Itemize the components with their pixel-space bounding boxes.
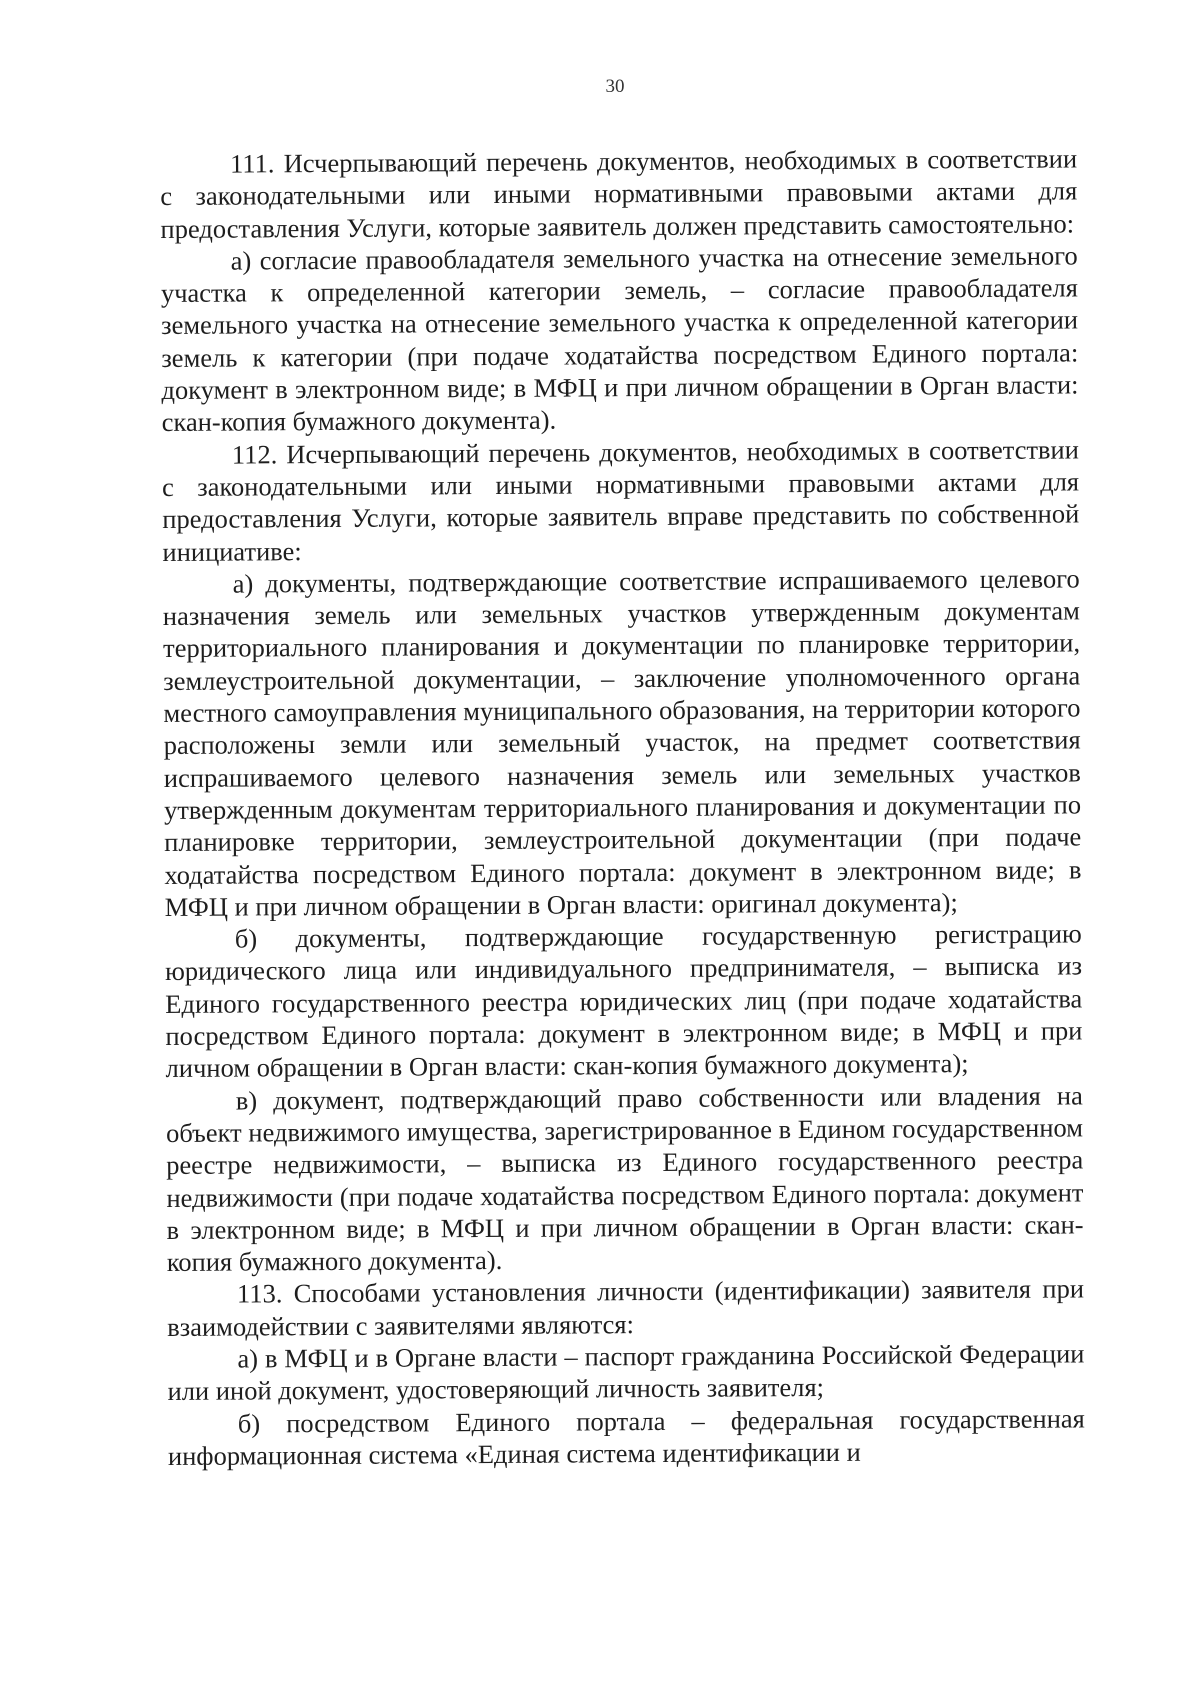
paragraph-113-a: а) в МФЦ и в Органе власти – паспорт гражданина Российской Федерации или иной документ, удостоверяющий личность заявителя; [167,1338,1085,1407]
paragraph-113: 113. Способами установления личности (идентификации) заявителя при взаимодействии с заявителями являются: [167,1273,1085,1342]
paragraph-111: 111. Исчерпывающий перечень документов, необходимых в соответствии с законодательными или иными нормативными правовыми актами для предоставления Услуги, которые заявитель должен представить самостоятельно: [160,143,1078,244]
page-number: 30 [605,76,625,97]
paragraph-112-a: а) документы, подтверждающие соответствие испрашиваемого целевого назначения земель или земельных участков утвержденным документам территориального планирования и документации по планировке территории, землеустроительной документации, – заключение уполномоченного органа местного самоуправления муниципального образования, на территории которого расположены земли или земельный участок, на предмет соответствия испрашиваемого целевого назначения земель или земельных участков утвержденным документам территориального планирования и документации по планировке территории, землеустроительной документации (при подаче ходатайства посредством Единого портала: документ в электронном виде; в МФЦ и при личном обращении в Орган власти: оригинал документа); [162,563,1082,922]
paragraph-112-v: в) документ, подтверждающий право собственности или владения на объект недвижимого имущества, зарегистрированное в Едином государственном реестре недвижимости, – выписка из Единого государственного реестра недвижимости (при подаче ходатайства посредством Единого портала: документ в электронном виде; в МФЦ и при личном обращении в Орган власти: скан-копия бумажного документа). [165,1079,1084,1278]
paragraph-112: 112. Исчерпывающий перечень документов, необходимых в соответствии с законодательными или иными нормативными правовыми актами для предоставления Услуги, которые заявитель вправе представить по собственной инициативе: [161,434,1080,567]
paragraph-112-b: б) документы, подтверждающие государственную регистрацию юридического лица или индивидуального предпринимателя, – выписка из Единого государственного реестра юридических лиц (при подаче ходатайства посредством Единого портала: документ в электронном виде; в МФЦ и при личном обращении в Орган власти: скан-копия бумажного документа); [164,918,1083,1084]
paragraph-113-b: б) посредством Единого портала – федеральная государственная информационная система «Единая система идентификации и [167,1402,1085,1471]
paragraph-111-a: а) согласие правообладателя земельного участка на отнесение земельного участка к определенной категории земель, – согласие правообладателя земельного участка на отнесение земельного участка к определенной категории земель к категории (при подаче ходатайства посредством Единого портала: документ в электронном виде; в МФЦ и при личном обращении в Орган власти: скан-копия бумажного документа). [160,240,1079,438]
document-body [160,142,1085,1472]
